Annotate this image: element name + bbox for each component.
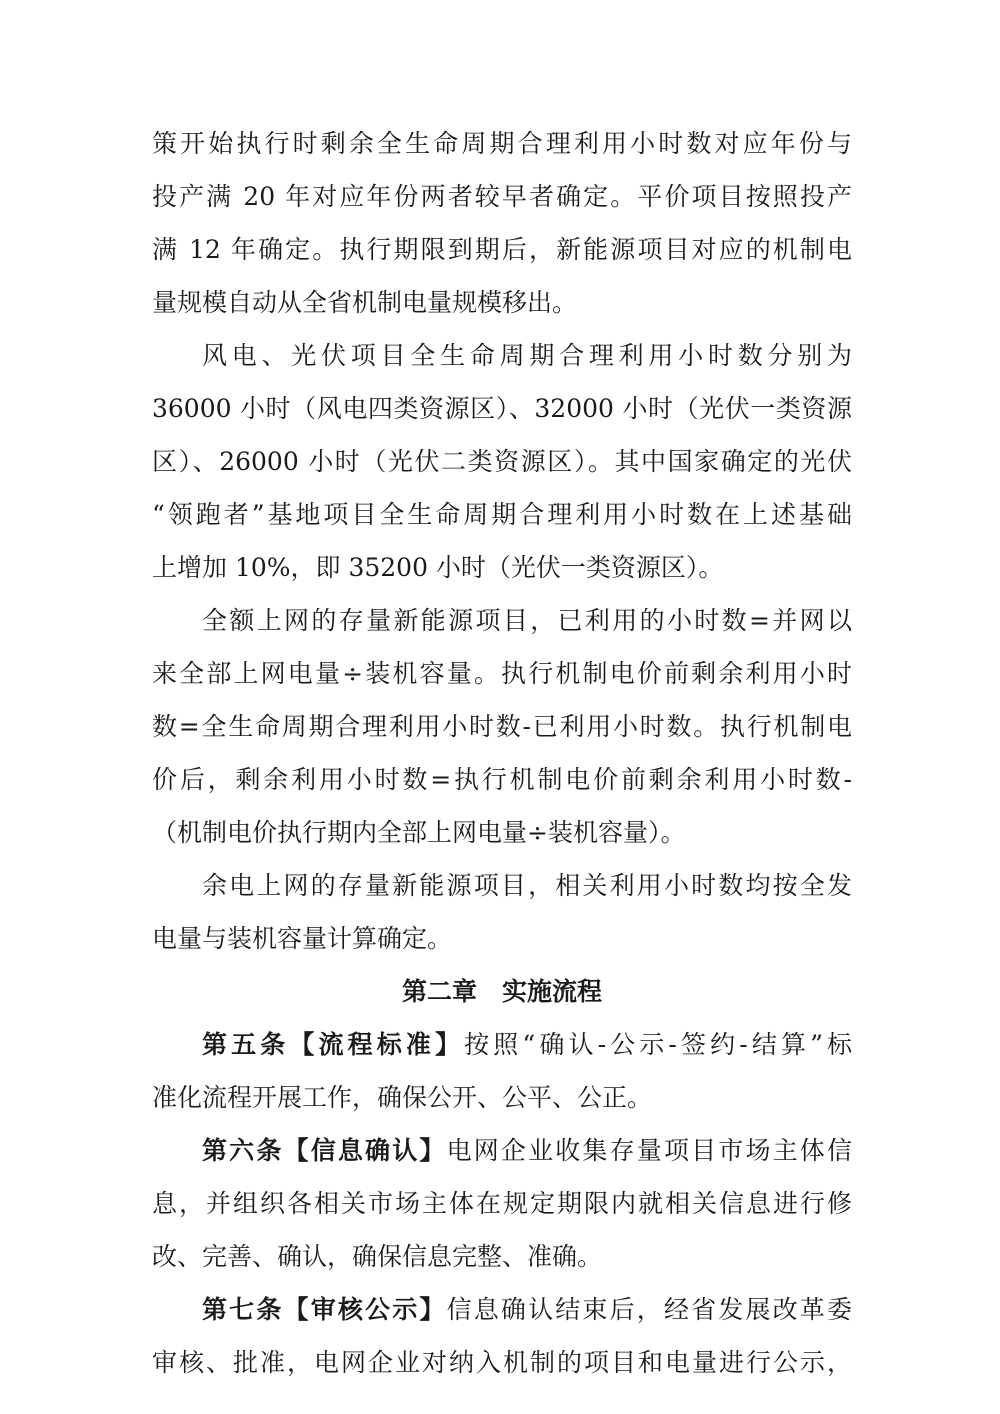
article-5-text: 按照“确认-公示-签约-结算”标 [464, 1030, 852, 1059]
paragraph-line: 全额上网的存量新能源项目，已利用的小时数=并网以 [202, 606, 852, 635]
paragraph-line: 投产满 20 年对应年份两者较早者确定。平价项目按照投产 [152, 182, 852, 211]
article-6-line [202, 1131, 852, 1171]
paragraph-line: 电量与装机容量计算确定。 [152, 924, 453, 953]
paragraph-line: 36000 小时（风电四类资源区）、32000 小时（光伏一类资源 [152, 394, 852, 423]
paragraph-line: （机制电价执行期内全部上网电量÷装机容量）。 [152, 818, 686, 847]
paragraph-line: 满 12 年确定。执行期限到期后，新能源项目对应的机制电 [152, 235, 852, 264]
chapter-heading: 第二章 实施流程 [401, 977, 602, 1006]
article-7-text: 信息确认结束后，经省发展改革委 [446, 1295, 852, 1324]
article-7-label: 第七条【审核公示】 [202, 1295, 447, 1324]
paragraph-line: 息，并组织各相关市场主体在规定期限内就相关信息进行修 [152, 1189, 852, 1218]
paragraph-line: 策开始执行时剩余全生命周期合理利用小时数对应年份与 [152, 129, 852, 158]
paragraph-line: 数=全生命周期合理利用小时数-已利用小时数。执行机制电 [152, 712, 852, 741]
paragraph-line: 来全部上网电量÷装机容量。执行机制电价前剩余利用小时 [152, 659, 852, 688]
paragraph-line: 审核、批准，电网企业对纳入机制的项目和电量进行公示， [152, 1348, 852, 1377]
paragraph-line: 余电上网的存量新能源项目，相关利用小时数均按全发 [202, 871, 852, 900]
article-6-text: 电网企业收集存量项目市场主体信 [446, 1136, 852, 1165]
paragraph-line: 量规模自动从全省机制电量规模移出。 [152, 288, 578, 317]
paragraph-line: 上增加 10%，即 35200 小时（光伏一类资源区）。 [152, 553, 724, 582]
paragraph-line: 区）、26000 小时（光伏二类资源区）。其中国家确定的光伏 [152, 447, 852, 476]
article-7-line [202, 1290, 852, 1330]
paragraph-line: 改、完善、确认，确保信息完整、准确。 [152, 1242, 603, 1271]
paragraph-line: 价后，剩余利用小时数=执行机制电价前剩余利用小时数- [152, 765, 852, 794]
article-5-label: 第五条【流程标准】 [202, 1030, 465, 1059]
article-5-line [202, 1025, 852, 1065]
article-6-label: 第六条【信息确认】 [202, 1136, 447, 1165]
paragraph-line: “领跑者”基地项目全生命周期合理利用小时数在上述基础 [152, 500, 852, 529]
paragraph-line: 风电、光伏项目全生命周期合理利用小时数分别为 [202, 341, 852, 370]
paragraph-line: 准化流程开展工作，确保公开、公平、公正。 [152, 1083, 653, 1112]
